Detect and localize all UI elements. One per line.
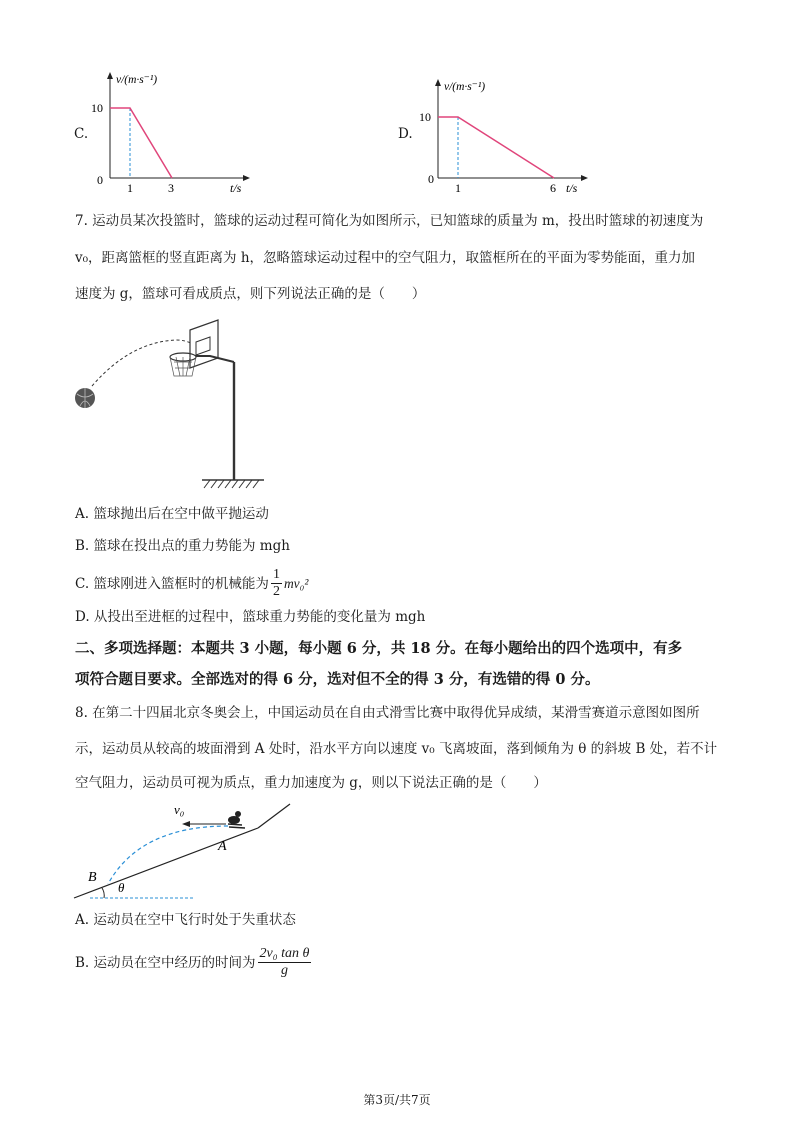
q8-option-b-fraction xyxy=(258,946,312,979)
skier-icon xyxy=(228,811,245,828)
label-a: A xyxy=(218,839,227,854)
q7-option-c xyxy=(75,567,308,600)
basketball-icon xyxy=(75,388,95,408)
q7-option-c-fraction xyxy=(271,567,282,600)
graph-d-ylabel: v/(m·s⁻¹) xyxy=(444,81,486,93)
graph-d-series xyxy=(438,117,554,178)
q8-line-1: 8. 在第二十四届北京冬奥会上，中国运动员在自由式滑雪比赛中取得优异成绩，某滑雪赛道示意图如图所 xyxy=(75,705,700,721)
theta-arc xyxy=(102,888,104,898)
graph-c xyxy=(88,68,258,194)
section-2-line-1: 二、多项选择题：本题共 3 小题，每小题 6 分，共 18 分。在每小题给出的四个选项中，有多 xyxy=(75,640,683,657)
graph-d-origin: 0 xyxy=(428,172,434,186)
q7-option-d: D. 从投出至进框的过程中，篮球重力势能的变化量为 mgh xyxy=(75,609,426,625)
section-2-line-2: 项符合题目要求。全部选对的得 6 分，选对但不全的得 3 分，有选错的得 0 分。 xyxy=(75,671,600,688)
upper-slope xyxy=(258,804,290,828)
graph-c-x-arrow xyxy=(243,175,250,181)
q8-option-a: A. 运动员在空中飞行时处于失重状态 xyxy=(75,912,296,928)
option-c-label: C. xyxy=(74,126,89,142)
option-d-label: D. xyxy=(398,126,413,142)
graph-c-ylabel: v/(m·s⁻¹) xyxy=(116,74,158,86)
graph-c-origin: 0 xyxy=(97,173,103,187)
slope-line xyxy=(74,828,258,898)
graph-d-xtick-6: 6 xyxy=(550,181,556,195)
graph-d-y-arrow xyxy=(435,79,441,86)
q7-line-3: 速度为 g，篮球可看成质点，则下列说法正确的是（ ） xyxy=(75,286,426,302)
ski-slope-figure xyxy=(70,798,300,906)
graph-d xyxy=(416,74,596,196)
q7-option-c-tail: mv₀² xyxy=(283,575,309,591)
label-b: B xyxy=(88,870,97,885)
q8-option-b-prefix: B. 运动员在空中经历的时间为 xyxy=(75,954,256,971)
label-v0: v₀ xyxy=(174,802,185,817)
q7-option-c-prefix: C. 篮球刚进入篮框时的机械能为 xyxy=(75,575,269,592)
q7-line-2: v₀，距离篮框的竖直距离为 h，忽略篮球运动过程中的空气阻力，取篮框所在的平面为零势能面，重力加 xyxy=(75,250,696,266)
q7-option-c-denominator: 2 xyxy=(272,584,280,599)
graph-d-xlabel: t/s xyxy=(566,181,578,195)
graph-c-y-value: 10 xyxy=(91,101,103,115)
q8-line-2: 示，运动员从较高的坡面滑到 A 处时，沿水平方向以速度 v₀ 飞离坡面，落到倾角为 θ 的斜坡 B 处，若不计 xyxy=(75,741,718,757)
page-footer: 第3页/共7页 xyxy=(363,1093,431,1107)
graph-c-xlabel: t/s xyxy=(230,181,242,194)
q7-option-c-numerator: 1 xyxy=(272,567,280,582)
ball-trajectory xyxy=(92,340,204,386)
q8-option-b xyxy=(75,946,313,979)
q7-option-a: A. 篮球抛出后在空中做平抛运动 xyxy=(75,506,269,522)
label-theta: θ xyxy=(118,880,125,895)
q7-option-b: B. 篮球在投出点的重力势能为 mgh xyxy=(75,538,290,554)
graph-c-series xyxy=(110,108,172,178)
graph-d-y-value: 10 xyxy=(419,110,431,124)
q7-line-1: 7. 运动员某次投篮时，篮球的运动过程可简化为如图所示，已知篮球的质量为 m，投出时篮球的初速度为 xyxy=(75,213,704,229)
basketball-figure xyxy=(70,312,270,494)
q8-line-3: 空气阻力，运动员可视为质点，重力加速度为 g，则以下说法正确的是（ ） xyxy=(75,775,547,791)
flight-trajectory xyxy=(108,826,228,884)
graph-c-y-arrow xyxy=(107,72,113,79)
backboard xyxy=(190,320,218,368)
q8-option-b-denominator: g xyxy=(280,963,288,978)
q8-option-b-numerator: 2v₀ tan θ xyxy=(259,946,310,961)
graph-d-xtick-1: 1 xyxy=(455,181,461,195)
graph-d-x-arrow xyxy=(581,175,588,181)
graph-c-xtick-3: 3 xyxy=(168,181,174,194)
graph-c-xtick-1: 1 xyxy=(127,181,133,194)
